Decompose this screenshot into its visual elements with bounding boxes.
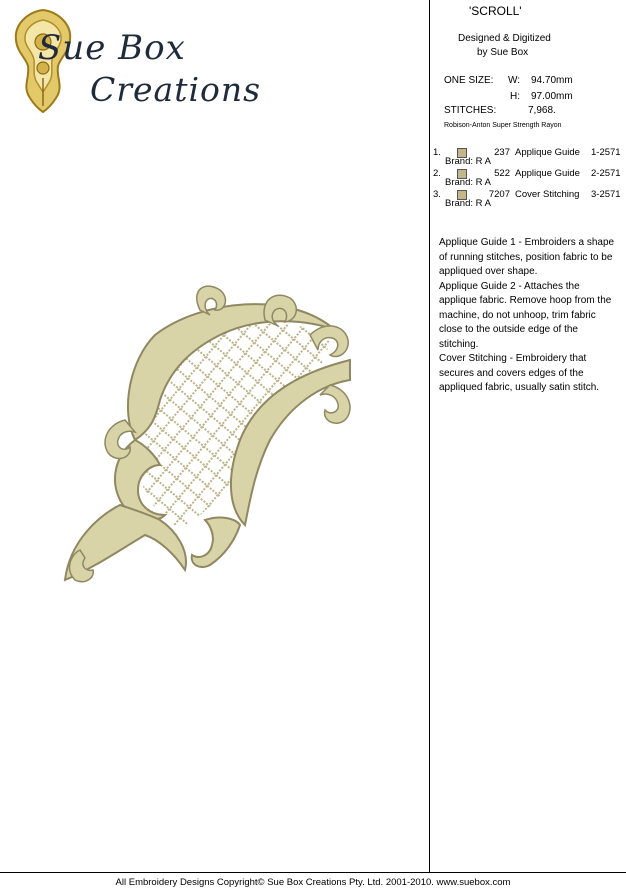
note-applique-guide-1: Applique Guide 1 - Embroiders a shape of running stitches, position fabric to be appliqued over shape. <box>439 237 615 277</box>
scroll-design-image <box>60 280 360 600</box>
thread-number: 2. <box>433 168 441 179</box>
thread-number: 1. <box>433 147 441 158</box>
thread-brand-label: Brand: R A <box>445 198 491 209</box>
stitches-value: 7,968. <box>528 105 556 116</box>
designer-name: by Sue Box <box>477 47 529 58</box>
size-label: ONE SIZE: <box>444 75 494 86</box>
note-applique-guide-2: Applique Guide 2 - Attaches the applique fabric. Remove hoop from the machine, do not unhoop, trim fabric close to the outside edge of the stitching. <box>439 280 612 350</box>
thread-brand: Robison-Anton Super Strength Rayon <box>444 122 562 129</box>
vertical-divider <box>429 0 430 872</box>
footer-divider <box>0 872 626 873</box>
thread-brand-label: Brand: R A <box>445 156 491 167</box>
note-cover-stitching: Cover Stitching - Embroidery that secures and covers edges of the appliqued fabric, usually satin stitch. <box>439 353 600 393</box>
thread-name: Applique Guide <box>515 147 580 158</box>
width-value: 94.70mm <box>531 75 573 86</box>
thread-part: 1-2571 <box>591 147 621 158</box>
thread-row <box>432 147 626 169</box>
thread-name: Cover Stitching <box>515 189 580 200</box>
thread-row <box>432 168 626 190</box>
stitches-label: STITCHES: <box>444 105 497 116</box>
thread-brand-label: Brand: R A <box>445 177 491 188</box>
height-value: 97.00mm <box>531 91 573 102</box>
thread-name: Applique Guide <box>515 168 580 179</box>
logo <box>8 6 268 116</box>
width-label: W: <box>508 75 521 86</box>
thread-row <box>432 189 626 211</box>
height-label: H: <box>510 91 520 102</box>
logo-text-line1: Sue Box <box>38 28 186 68</box>
design-title: 'SCROLL' <box>469 4 522 18</box>
stitching-notes <box>439 236 619 396</box>
thread-code: 7207 <box>488 189 510 200</box>
thread-code: 522 <box>494 168 510 179</box>
thread-part: 3-2571 <box>591 189 621 200</box>
copyright-footer: All Embroidery Designs Copyright© Sue Box Creations Pty. Ltd. 2001-2010. www.suebox.com <box>115 877 511 888</box>
designed-by-label: Designed & Digitized <box>458 33 551 44</box>
thread-number: 3. <box>433 189 441 200</box>
thread-code: 237 <box>494 147 510 158</box>
logo-text-line2: Creations <box>90 70 262 109</box>
thread-part: 2-2571 <box>591 168 621 179</box>
